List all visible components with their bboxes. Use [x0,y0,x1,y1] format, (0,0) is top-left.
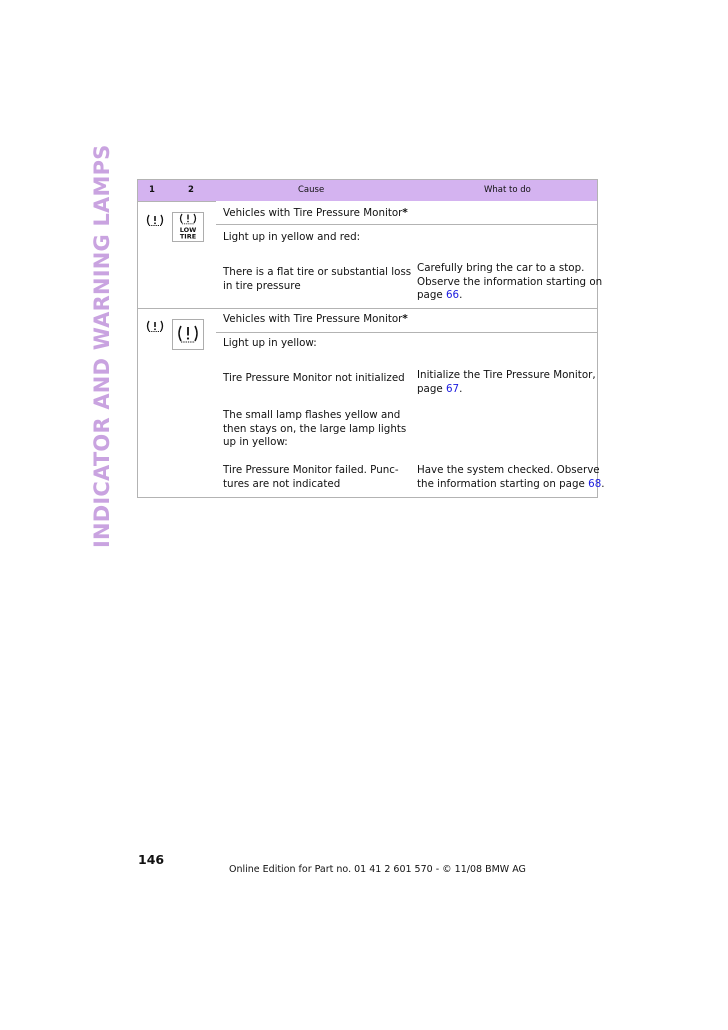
page-link-67[interactable]: 67 [446,382,460,395]
action-line: Have the system checked. Observe [417,464,600,476]
footer-text: Online Edition for Part no. 01 41 2 601 570 - © 11/08 BMW AG [229,864,526,875]
header-what-to-do: What to do [484,185,531,195]
tire-pressure-warning-icon [145,319,165,335]
availability-mark: * [402,313,408,325]
section2-cause-1: Tire Pressure Monitor not initialized [223,372,405,384]
cause-line: tures are not indicated [223,477,341,490]
action-line [417,383,596,397]
header-cause: Cause [298,185,325,195]
note-line: then stays on, the large lamp lights [223,422,407,435]
section1-cause [223,266,411,293]
divider [216,308,597,309]
table-header [138,180,597,201]
action-line [417,289,602,303]
section1-subhead: Light up in yellow and red: [223,231,361,243]
indicator-table [137,179,605,498]
section2-action-2 [417,464,605,491]
section2-action-1 [417,369,596,396]
section2-title-text: Vehicles with Tire Pressure Monitor [223,313,403,325]
cause-line: in tire pressure [223,279,301,292]
action-text: . [601,477,605,490]
section1-title-text: Vehicles with Tire Pressure Monitor [223,207,403,219]
action-line: Carefully bring the car to a stop. [417,262,585,274]
side-title: INDICATOR AND WARNING LAMPS [90,144,114,548]
action-line [417,478,605,492]
header-col-1: 1 [149,185,155,195]
tire-pressure-warning-icon [145,213,165,229]
divider [216,332,597,333]
tire-pressure-large-icon [172,319,204,350]
action-text: page [417,289,446,301]
cause-line: Tire Pressure Monitor failed. Punc- [223,464,399,476]
action-text: page [417,382,446,395]
action-line: Initialize the Tire Pressure Monitor, [417,369,596,381]
page-link-68[interactable]: 68 [588,477,602,490]
divider [138,308,216,309]
divider [138,201,216,202]
section2-title [223,313,408,327]
page-number: 146 [138,852,165,867]
action-line: Observe the information starting on [417,275,603,288]
low-text: LOW [179,226,197,234]
action-text: . [459,382,463,395]
note-line: up in yellow: [223,436,288,448]
page-link-66[interactable]: 66 [446,289,460,301]
note-line: The small lamp flashes yellow and [223,409,401,421]
header-col-2: 2 [188,185,194,195]
action-text: . [459,289,463,301]
divider [216,224,597,225]
section1-action [417,262,602,303]
low-tire-warning-icon [172,212,204,242]
section1-title [223,207,408,221]
availability-mark: * [402,207,408,219]
section2-cause-2 [223,464,399,491]
section2-subhead: Light up in yellow: [223,337,317,349]
tire-text: TIRE [179,232,197,241]
action-text: the information starting on page [417,477,589,490]
section2-note [223,409,406,450]
cause-line: There is a flat tire or substantial loss [223,266,412,278]
